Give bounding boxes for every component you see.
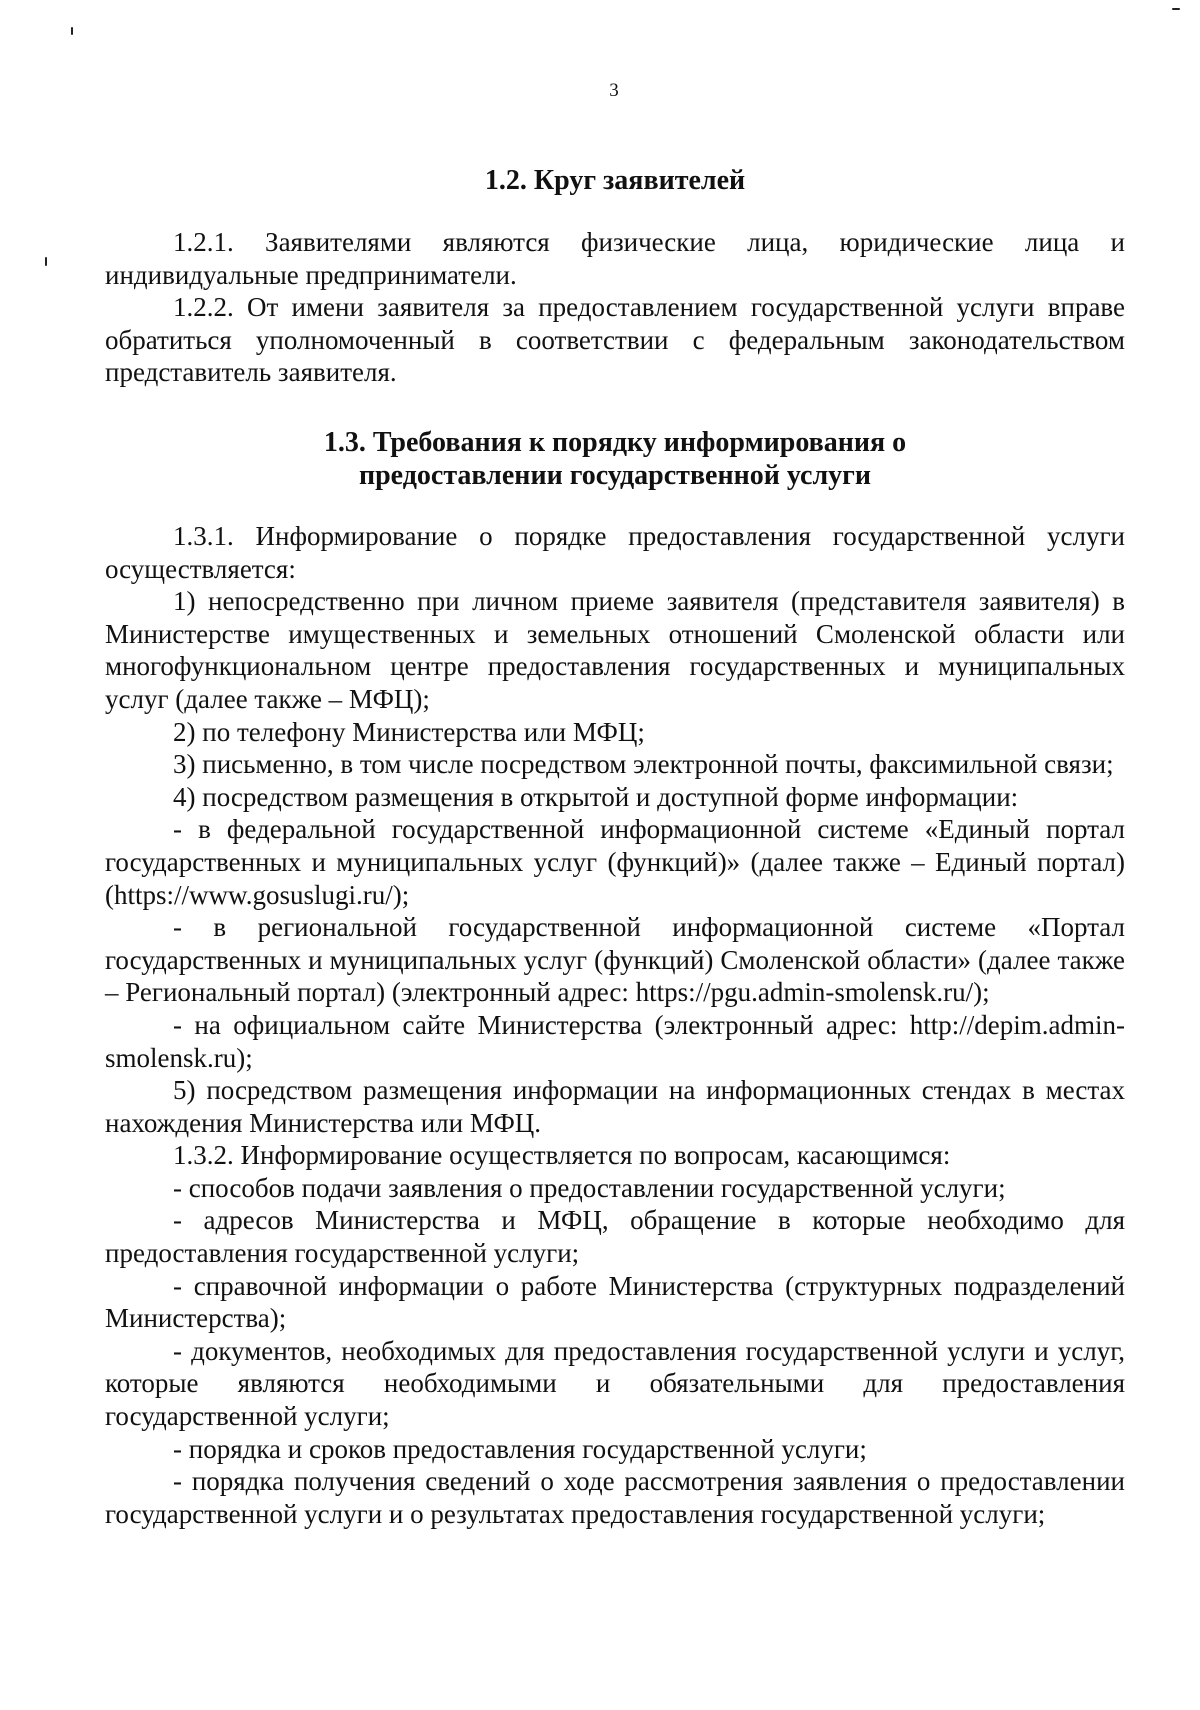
paragraph: - в региональной государственной информационной системе «Портал государственных и муниципальных услуг (функций) Смоленской области» (далее также – Региональный портал) (электронный адрес: https://pgu.admin-smolensk.ru/); — [105, 912, 1125, 1008]
paragraph: 2) по телефону Министерства или МФЦ; — [173, 716, 645, 747]
paragraph: - адресов Министерства и МФЦ, обращение в которые необходимо для предоставления государственной услуги; — [105, 1205, 1125, 1269]
paragraph: - способов подачи заявления о предоставлении государственной услуги; — [173, 1172, 1006, 1203]
scan-mark — [45, 257, 47, 266]
paragraph: 3) письменно, в том числе посредством электронной почты, факсимильной связи; — [173, 749, 1114, 780]
paragraph: 1.2.1. Заявителями являются физические лица, юридические лица и индивидуальные предприниматели. — [105, 227, 1125, 290]
paragraph: 1.3.2. Информирование осуществляется по вопросам, касающимся: — [173, 1140, 951, 1171]
section-1-3-body — [105, 520, 1125, 1530]
paragraph: - порядка и сроков предоставления государственной услуги; — [173, 1433, 867, 1464]
paragraph: 1.2.2. От имени заявителя за предоставлением государственной услуги вправе обратиться уполномоченный в соответствии с федеральным законодательством представитель заявителя. — [105, 292, 1125, 388]
scan-mark — [71, 27, 73, 35]
section-heading-line: предоставлении государственной услуги — [358, 460, 872, 491]
paragraph: - справочной информации о работе Министерства (структурных подразделений Министерства); — [105, 1270, 1125, 1334]
scan-mark — [1172, 8, 1180, 10]
section-heading-1-2: 1.2. Круг заявителей — [484, 165, 746, 196]
paragraph: - на официальном сайте Министерства (электронный адрес: http://depim.admin-smolensk.ru); — [105, 1009, 1125, 1073]
paragraph: - порядка получения сведений о ходе рассмотрения заявления о предоставлении государственной услуги и о результатах предоставления государственной услуги; — [105, 1466, 1125, 1529]
section-heading-line: 1.3. Требования к порядку информирования о — [323, 427, 907, 458]
paragraph: 1) непосредственно при личном приеме заявителя (представителя заявителя) в Министерстве имущественных и земельных отношений Смоленской области или многофункциональном центре предоставления государственных и муниципальных услуг (далее также – МФЦ); — [105, 586, 1125, 714]
paragraph: - документов, необходимых для предоставления государственной услуги и услуг, которые являются необходимыми и обязательными для предоставления государственной услуги; — [105, 1335, 1125, 1432]
paragraph: 5) посредством размещения информации на информационных стендах в местах нахождения Министерства или МФЦ. — [105, 1075, 1125, 1138]
section-heading-1-3 — [105, 426, 1125, 492]
page-number: 3 — [609, 80, 619, 101]
paragraph: 1.3.1. Информирование о порядке предоставления государственной услуги осуществляется: — [105, 521, 1125, 584]
paragraph: - в федеральной государственной информационной системе «Единый портал государственных и муниципальных услуг (функций)» (далее также – Единый портал) (https://www.gosuslugi.ru/); — [105, 814, 1125, 910]
paragraph: 4) посредством размещения в открытой и доступной форме информации: — [173, 781, 1019, 812]
section-1-2-body — [105, 226, 1125, 389]
